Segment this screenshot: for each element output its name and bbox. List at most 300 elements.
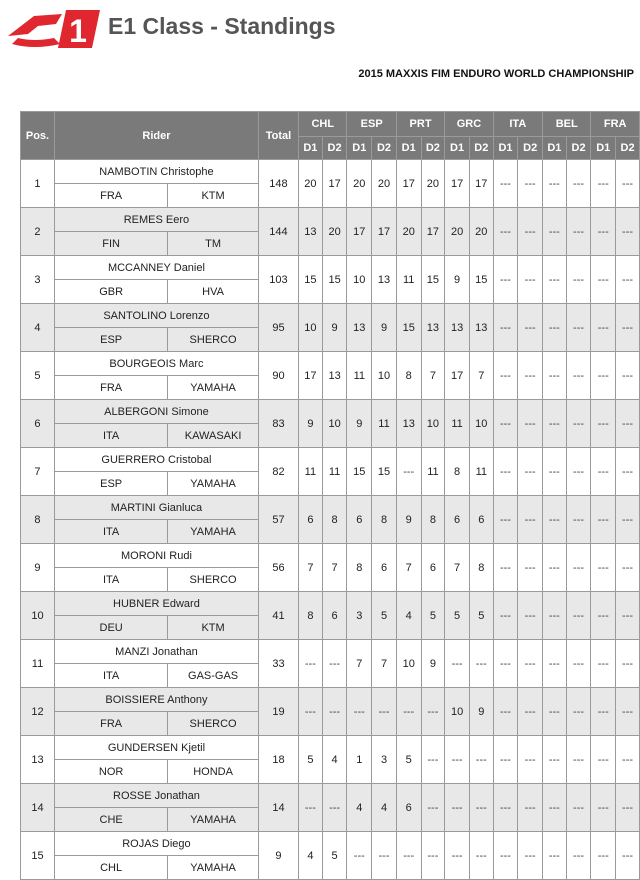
position-cell: 12: [21, 688, 55, 736]
score-cell: ---: [445, 784, 470, 832]
rider-name: SANTOLINO Lorenzo: [54, 304, 258, 328]
score-cell: 7: [469, 352, 493, 400]
score-cell: 17: [445, 352, 470, 400]
score-cell: ---: [591, 400, 616, 448]
score-cell: 5: [445, 592, 470, 640]
score-cell: 15: [347, 448, 372, 496]
rider-name: ROJAS Diego: [54, 832, 258, 856]
score-cell: ---: [518, 400, 543, 448]
score-cell: 17: [299, 352, 323, 400]
brand-cell: GAS-GAS: [168, 664, 259, 688]
score-cell: 10: [445, 688, 470, 736]
score-cell: ---: [347, 832, 372, 880]
day-header: D2: [566, 137, 591, 160]
score-cell: 4: [299, 832, 323, 880]
standings-table: [20, 111, 640, 880]
score-cell: 20: [347, 160, 372, 208]
rider-name: NAMBOTIN Christophe: [54, 160, 258, 184]
rider-name: ALBERGONI Simone: [54, 400, 258, 424]
score-cell: ---: [493, 544, 518, 592]
score-cell: ---: [518, 736, 543, 784]
score-cell: ---: [566, 784, 591, 832]
score-cell: ---: [543, 736, 567, 784]
score-cell: ---: [543, 688, 567, 736]
score-cell: 6: [421, 544, 445, 592]
rider-name: MCCANNEY Daniel: [54, 256, 258, 280]
table-row: [21, 448, 640, 472]
score-cell: ---: [493, 832, 518, 880]
score-cell: ---: [616, 352, 640, 400]
score-cell: 17: [347, 208, 372, 256]
position-cell: 8: [21, 496, 55, 544]
table-row: [21, 640, 640, 664]
rider-name: REMES Eero: [54, 208, 258, 232]
total-cell: 41: [258, 592, 298, 640]
score-cell: ---: [518, 496, 543, 544]
brand-cell: SHERCO: [168, 568, 259, 592]
score-cell: ---: [518, 160, 543, 208]
score-cell: ---: [616, 544, 640, 592]
score-cell: 15: [469, 256, 493, 304]
score-cell: 7: [299, 544, 323, 592]
nationality-cell: ITA: [54, 520, 167, 544]
nationality-cell: FRA: [54, 712, 167, 736]
score-cell: ---: [493, 160, 518, 208]
score-cell: ---: [616, 496, 640, 544]
day-header: D2: [616, 137, 640, 160]
score-cell: 6: [372, 544, 397, 592]
total-cell: 57: [258, 496, 298, 544]
score-cell: ---: [518, 832, 543, 880]
brand-cell: HVA: [168, 280, 259, 304]
score-cell: 11: [322, 448, 347, 496]
score-cell: 13: [469, 304, 493, 352]
total-cell: 90: [258, 352, 298, 400]
score-cell: 7: [396, 544, 421, 592]
score-cell: ---: [543, 256, 567, 304]
score-cell: 10: [322, 400, 347, 448]
table-row: [21, 736, 640, 760]
score-cell: ---: [347, 688, 372, 736]
score-cell: 10: [299, 304, 323, 352]
score-cell: ---: [566, 496, 591, 544]
score-cell: 20: [299, 160, 323, 208]
score-cell: 3: [372, 736, 397, 784]
position-cell: 2: [21, 208, 55, 256]
event-header-prt: PRT: [396, 112, 444, 137]
score-cell: ---: [299, 784, 323, 832]
score-cell: 10: [396, 640, 421, 688]
score-cell: 4: [347, 784, 372, 832]
score-cell: ---: [322, 784, 347, 832]
score-cell: 11: [299, 448, 323, 496]
nationality-cell: FRA: [54, 184, 167, 208]
rider-name: MANZI Jonathan: [54, 640, 258, 664]
score-cell: 13: [347, 304, 372, 352]
score-cell: ---: [591, 352, 616, 400]
score-cell: 7: [372, 640, 397, 688]
score-cell: 15: [372, 448, 397, 496]
score-cell: 13: [372, 256, 397, 304]
score-cell: ---: [421, 832, 445, 880]
score-cell: ---: [518, 352, 543, 400]
score-cell: ---: [543, 208, 567, 256]
table-row: [21, 496, 640, 520]
score-cell: ---: [421, 736, 445, 784]
score-cell: ---: [543, 784, 567, 832]
score-cell: 9: [469, 688, 493, 736]
rider-name: MORONI Rudi: [54, 544, 258, 568]
score-cell: ---: [591, 304, 616, 352]
score-cell: ---: [616, 736, 640, 784]
score-cell: 9: [299, 400, 323, 448]
score-cell: ---: [591, 160, 616, 208]
standings-table-wrap: [20, 111, 640, 880]
score-cell: 6: [469, 496, 493, 544]
score-cell: 11: [372, 400, 397, 448]
score-cell: ---: [543, 160, 567, 208]
score-cell: ---: [396, 448, 421, 496]
score-cell: ---: [566, 736, 591, 784]
total-cell: 14: [258, 784, 298, 832]
score-cell: ---: [616, 784, 640, 832]
score-cell: 15: [322, 256, 347, 304]
brand-cell: KTM: [168, 184, 259, 208]
score-cell: ---: [616, 448, 640, 496]
score-cell: ---: [543, 304, 567, 352]
score-cell: 17: [445, 160, 470, 208]
nationality-cell: DEU: [54, 616, 167, 640]
score-cell: 20: [322, 208, 347, 256]
score-cell: ---: [493, 448, 518, 496]
score-cell: ---: [543, 640, 567, 688]
nationality-cell: GBR: [54, 280, 167, 304]
nationality-cell: ITA: [54, 664, 167, 688]
position-cell: 10: [21, 592, 55, 640]
position-cell: 13: [21, 736, 55, 784]
score-cell: 7: [322, 544, 347, 592]
day-header: D1: [543, 137, 567, 160]
score-cell: ---: [591, 832, 616, 880]
position-cell: 9: [21, 544, 55, 592]
score-cell: 5: [299, 736, 323, 784]
day-header: D1: [299, 137, 323, 160]
score-cell: ---: [493, 784, 518, 832]
total-cell: 18: [258, 736, 298, 784]
total-cell: 56: [258, 544, 298, 592]
brand-cell: TM: [168, 232, 259, 256]
score-cell: 8: [322, 496, 347, 544]
score-cell: ---: [616, 592, 640, 640]
score-cell: 6: [396, 784, 421, 832]
score-cell: ---: [591, 208, 616, 256]
score-cell: 17: [421, 208, 445, 256]
brand-cell: KTM: [168, 616, 259, 640]
championship-title: 2015 MAXXIS FIM ENDURO WORLD CHAMPIONSHIP: [358, 68, 634, 80]
score-cell: ---: [543, 496, 567, 544]
score-cell: 15: [421, 256, 445, 304]
brand-cell: YAMAHA: [168, 376, 259, 400]
table-row: [21, 256, 640, 280]
score-cell: 20: [445, 208, 470, 256]
table-row: [21, 400, 640, 424]
brand-cell: HONDA: [168, 760, 259, 784]
day-header: D1: [591, 137, 616, 160]
score-cell: 9: [372, 304, 397, 352]
brand-cell: SHERCO: [168, 328, 259, 352]
total-cell: 83: [258, 400, 298, 448]
score-cell: 13: [445, 304, 470, 352]
position-cell: 5: [21, 352, 55, 400]
score-cell: ---: [543, 544, 567, 592]
position-cell: 7: [21, 448, 55, 496]
page-title: E1 Class - Standings: [108, 13, 336, 39]
score-cell: ---: [518, 208, 543, 256]
score-cell: 8: [445, 448, 470, 496]
score-cell: ---: [493, 688, 518, 736]
score-cell: ---: [616, 256, 640, 304]
score-cell: ---: [469, 832, 493, 880]
event-header-grc: GRC: [445, 112, 493, 137]
score-cell: 6: [347, 496, 372, 544]
score-cell: ---: [493, 304, 518, 352]
col-header-total: Total: [258, 112, 298, 160]
position-cell: 4: [21, 304, 55, 352]
nationality-cell: FRA: [54, 376, 167, 400]
table-row: [21, 592, 640, 616]
table-row: [21, 304, 640, 328]
col-header-pos: Pos.: [21, 112, 55, 160]
score-cell: ---: [566, 448, 591, 496]
score-cell: 15: [299, 256, 323, 304]
score-cell: ---: [469, 640, 493, 688]
score-cell: 5: [372, 592, 397, 640]
score-cell: ---: [518, 448, 543, 496]
nationality-cell: NOR: [54, 760, 167, 784]
score-cell: 10: [347, 256, 372, 304]
score-cell: ---: [543, 448, 567, 496]
nationality-cell: ESP: [54, 328, 167, 352]
score-cell: 5: [322, 832, 347, 880]
nationality-cell: FIN: [54, 232, 167, 256]
score-cell: ---: [493, 208, 518, 256]
score-cell: ---: [616, 208, 640, 256]
score-cell: ---: [543, 352, 567, 400]
score-cell: ---: [616, 640, 640, 688]
score-cell: ---: [493, 352, 518, 400]
score-cell: ---: [445, 736, 470, 784]
score-cell: 9: [396, 496, 421, 544]
score-cell: 13: [322, 352, 347, 400]
col-header-rider: Rider: [54, 112, 258, 160]
score-cell: ---: [372, 688, 397, 736]
day-header: D2: [372, 137, 397, 160]
score-cell: ---: [396, 832, 421, 880]
score-cell: 8: [372, 496, 397, 544]
score-cell: 11: [469, 448, 493, 496]
score-cell: ---: [396, 688, 421, 736]
logo-text: 1: [69, 13, 87, 49]
day-header: D1: [347, 137, 372, 160]
score-cell: 11: [445, 400, 470, 448]
score-cell: 11: [421, 448, 445, 496]
score-cell: ---: [543, 400, 567, 448]
score-cell: 10: [469, 400, 493, 448]
position-cell: 14: [21, 784, 55, 832]
event-header-chl: CHL: [299, 112, 347, 137]
position-cell: 11: [21, 640, 55, 688]
score-cell: ---: [566, 352, 591, 400]
score-cell: ---: [445, 640, 470, 688]
score-cell: ---: [469, 736, 493, 784]
score-cell: 6: [299, 496, 323, 544]
score-cell: 8: [421, 496, 445, 544]
rider-name: MARTINI Gianluca: [54, 496, 258, 520]
score-cell: ---: [518, 544, 543, 592]
score-cell: 7: [445, 544, 470, 592]
score-cell: 11: [396, 256, 421, 304]
score-cell: 10: [372, 352, 397, 400]
score-cell: ---: [322, 688, 347, 736]
table-row: [21, 784, 640, 808]
position-cell: 15: [21, 832, 55, 880]
score-cell: 4: [372, 784, 397, 832]
table-row: [21, 208, 640, 232]
position-cell: 1: [21, 160, 55, 208]
score-cell: ---: [518, 640, 543, 688]
e1-logo: [4, 4, 104, 54]
score-cell: ---: [616, 400, 640, 448]
score-cell: ---: [518, 784, 543, 832]
rider-name: BOISSIERE Anthony: [54, 688, 258, 712]
table-row: [21, 544, 640, 568]
score-cell: 20: [469, 208, 493, 256]
score-cell: ---: [493, 256, 518, 304]
nationality-cell: CHE: [54, 808, 167, 832]
score-cell: 5: [396, 736, 421, 784]
table-row: [21, 352, 640, 376]
score-cell: 13: [299, 208, 323, 256]
score-cell: ---: [299, 640, 323, 688]
score-cell: ---: [566, 640, 591, 688]
rider-name: BOURGEOIS Marc: [54, 352, 258, 376]
score-cell: ---: [591, 544, 616, 592]
day-header: D1: [445, 137, 470, 160]
rider-name: HUBNER Edward: [54, 592, 258, 616]
brand-cell: SHERCO: [168, 712, 259, 736]
score-cell: ---: [591, 496, 616, 544]
score-cell: ---: [566, 208, 591, 256]
score-cell: 5: [421, 592, 445, 640]
score-cell: ---: [591, 688, 616, 736]
day-header: D2: [421, 137, 445, 160]
day-header: D2: [518, 137, 543, 160]
table-row: [21, 832, 640, 856]
score-cell: 7: [421, 352, 445, 400]
score-cell: 17: [396, 160, 421, 208]
day-header: D1: [396, 137, 421, 160]
table-row: [21, 160, 640, 184]
score-cell: 13: [396, 400, 421, 448]
score-cell: 17: [469, 160, 493, 208]
score-cell: 3: [347, 592, 372, 640]
score-cell: ---: [616, 160, 640, 208]
score-cell: ---: [493, 736, 518, 784]
score-cell: 4: [322, 736, 347, 784]
score-cell: ---: [469, 784, 493, 832]
score-cell: ---: [566, 160, 591, 208]
day-header: D1: [493, 137, 518, 160]
score-cell: 6: [322, 592, 347, 640]
score-cell: 4: [396, 592, 421, 640]
score-cell: 1: [347, 736, 372, 784]
page-header: [0, 0, 640, 60]
score-cell: 7: [347, 640, 372, 688]
position-cell: 6: [21, 400, 55, 448]
score-cell: ---: [616, 832, 640, 880]
score-cell: 6: [445, 496, 470, 544]
score-cell: ---: [591, 784, 616, 832]
score-cell: ---: [616, 688, 640, 736]
score-cell: ---: [421, 784, 445, 832]
nationality-cell: ESP: [54, 472, 167, 496]
rider-name: ROSSE Jonathan: [54, 784, 258, 808]
score-cell: ---: [493, 400, 518, 448]
event-header-ita: ITA: [493, 112, 542, 137]
score-cell: ---: [518, 592, 543, 640]
rider-name: GUNDERSEN Kjetil: [54, 736, 258, 760]
brand-cell: YAMAHA: [168, 520, 259, 544]
score-cell: ---: [591, 448, 616, 496]
score-cell: ---: [616, 304, 640, 352]
score-cell: ---: [518, 256, 543, 304]
score-cell: ---: [493, 496, 518, 544]
nationality-cell: ITA: [54, 424, 167, 448]
score-cell: ---: [518, 304, 543, 352]
score-cell: ---: [566, 592, 591, 640]
score-cell: ---: [518, 688, 543, 736]
score-cell: ---: [322, 640, 347, 688]
score-cell: ---: [493, 640, 518, 688]
day-header: D2: [322, 137, 347, 160]
score-cell: 17: [322, 160, 347, 208]
nationality-cell: CHL: [54, 856, 167, 880]
score-cell: ---: [566, 832, 591, 880]
total-cell: 19: [258, 688, 298, 736]
total-cell: 33: [258, 640, 298, 688]
score-cell: 20: [372, 160, 397, 208]
score-cell: ---: [445, 832, 470, 880]
score-cell: 17: [372, 208, 397, 256]
score-cell: 10: [421, 400, 445, 448]
rider-name: GUERRERO Cristobal: [54, 448, 258, 472]
total-cell: 9: [258, 832, 298, 880]
score-cell: ---: [591, 736, 616, 784]
table-row: [21, 688, 640, 712]
total-cell: 95: [258, 304, 298, 352]
score-cell: 13: [421, 304, 445, 352]
score-cell: ---: [566, 688, 591, 736]
score-cell: 20: [421, 160, 445, 208]
score-cell: ---: [372, 832, 397, 880]
position-cell: 3: [21, 256, 55, 304]
score-cell: 15: [396, 304, 421, 352]
score-cell: ---: [566, 400, 591, 448]
score-cell: 11: [347, 352, 372, 400]
score-cell: 8: [469, 544, 493, 592]
day-header: D2: [469, 137, 493, 160]
score-cell: 9: [445, 256, 470, 304]
